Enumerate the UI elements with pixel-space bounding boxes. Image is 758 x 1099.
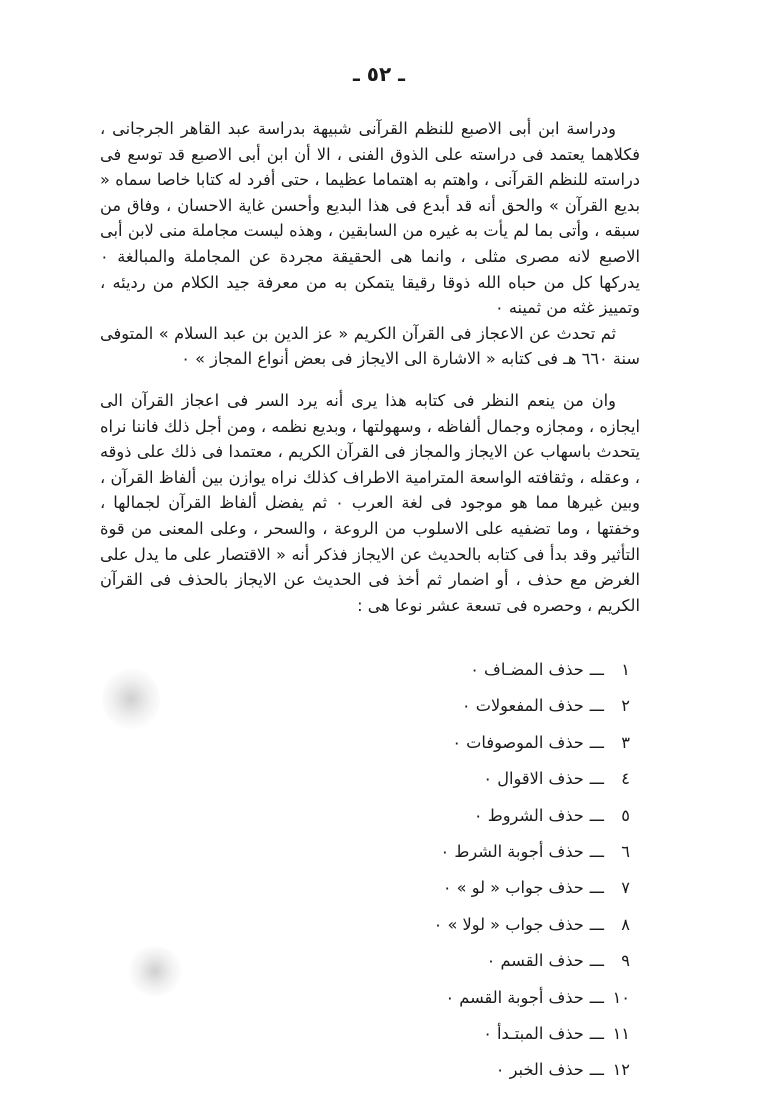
list-item [300, 1052, 630, 1088]
list-item-dash: ـــ [589, 1060, 604, 1080]
list-item-number: ٨ [621, 914, 630, 934]
list-item-dash: ـــ [589, 805, 604, 825]
list-item [300, 907, 630, 943]
list-item-dash: ـــ [589, 769, 604, 789]
body-section-2 [100, 388, 640, 618]
list-item-dash: ـــ [589, 841, 604, 861]
list-item-text: حذف القسم ٠ [486, 951, 584, 971]
list-item [300, 725, 630, 761]
list-item-dash: ـــ [589, 914, 604, 934]
list-item-text: حذف المبتـدأ ٠ [483, 1023, 584, 1043]
list-item-dash: ـــ [589, 951, 604, 971]
list-item-dash: ـــ [589, 878, 604, 898]
list-item-number: ١ [621, 660, 630, 679]
list-item-number: ٤ [621, 769, 630, 789]
page-number: ـ ٥٢ ـ [352, 62, 406, 86]
list-item-text: حذف المفعولات ٠ [461, 696, 584, 716]
list-item-text: حذف المضـاف ٠ [470, 660, 584, 679]
list-item [300, 943, 630, 979]
list-item [300, 1016, 630, 1052]
list-item-text: حذف الشروط ٠ [473, 805, 584, 825]
list-item-text: حذف جواب « لولا » ٠ [433, 914, 584, 934]
paragraph: وان من ينعم النظر فى كتابه هذا يرى أنه يرد السر فى اعجاز القرآن الى ايجازه ، ومجازه وجمال ألفاظه ، وسهولتها ، وبديع نظمه ، ومن أجل ذلك فاننا نراه يتحدث باسهاب عن الايجاز والمجاز فى القرآن الكريم ، معتمدا فى ذلك على ذوقه ، وعقله ، وثقافته الواسعة المترامية الاطراف كذلك نراه يوازن بين ألفاظ القرآن ، وبين غيرها مما هو موجود فى لغة العرب ٠ ثم يفضل ألفاظ القرآن لجمالها ، وخفتها ، وما تضفيه على الاسلوب من الروعة ، والسحر ، وعلى المعنى من قوة التأثير وقد بدأ فى كتابه بالحديث عن الايجاز فذكر أنه « الاقتصار على ما يدل على الغرض مع حذف ، أو اضمار ثم أخذ فى الحديث عن الايجاز بالحذف فى القرآن الكريم ، وحصره فى تسعة عشر نوعا هى : [100, 391, 640, 615]
list-item-number: ٦ [621, 841, 630, 861]
list-item-number: ٢ [621, 696, 630, 716]
list-item-text: حذف الاقوال ٠ [483, 769, 584, 789]
list-item-text: حذف أجوبة الشرط ٠ [440, 841, 584, 861]
list-item-number: ٥ [621, 805, 630, 825]
scan-smudge [128, 946, 182, 996]
list-item [300, 761, 630, 797]
list-item-dash: ـــ [589, 660, 604, 679]
list-item-text: حذف جواب « لو » ٠ [442, 878, 584, 898]
list-item-number: ٣ [621, 732, 630, 752]
paragraph: ثم تحدث عن الاعجاز فى القرآن الكريم « عز الدين بن عبد السلام » المتوفى سنة ٦٦٠ هـ فى كتابه « الاشارة الى الايجاز فى بعض أنواع المجاز » ٠ [100, 323, 640, 369]
ellipsis-types-list [300, 652, 630, 1089]
list-item-number: ٧ [621, 878, 630, 898]
list-item-dash: ـــ [589, 732, 604, 752]
list-item-dash: ـــ [589, 1023, 604, 1043]
scan-smudge [102, 668, 160, 730]
list-item [300, 834, 630, 870]
list-item [300, 870, 630, 906]
list-item-number: ١١ [612, 1023, 630, 1043]
list-item [300, 980, 630, 1016]
list-item-dash: ـــ [589, 696, 604, 716]
paragraph: ودراسة ابن أبى الاصبع للنظم القرآنى شبيهة بدراسة عبد القاهر الجرجانى ، فكلاهما يعتمد فى دراسته على الذوق الفنى ، الا أن ابن أبى الاصبع قد توسع فى دراسته للنظم القرآنى ، واهتم به اهتماما عظيما ، حتى أفرد له كتابا خاصا سماه « بديع القرآن » والحق أنه قد أبدع فى هذا البديع وأحسن غاية الاحسان ، وفاق من سبقه ، وأتى بما لم يأت به غيره من السابقين ، وهذه ليست مجاملة منى لابن أبى الاصبع لانه مصرى مثلى ، وانما هى الحقيقة مجردة عن المجاملة والمبالغة ٠ يدركها كل من حباه الله ذوقا رقيقا يتمكن به من معرفة جيد الكلام من رديئه ، وتمييز غثه من ثمينه ٠ [100, 119, 640, 318]
list-item-number: ٩ [621, 951, 630, 971]
list-item-number: ١٢ [612, 1060, 630, 1080]
list-item-text: حذف أجوبة القسم ٠ [445, 987, 584, 1007]
body-section-1 [100, 116, 640, 372]
list-item-text: حذف الموصوفات ٠ [452, 732, 584, 752]
list-item [300, 652, 630, 688]
list-item [300, 798, 630, 834]
list-item-text: حذف الخبر ٠ [495, 1060, 584, 1080]
list-item-dash: ـــ [589, 987, 604, 1007]
list-item-number: ١٠ [612, 987, 630, 1007]
list-item [300, 688, 630, 724]
